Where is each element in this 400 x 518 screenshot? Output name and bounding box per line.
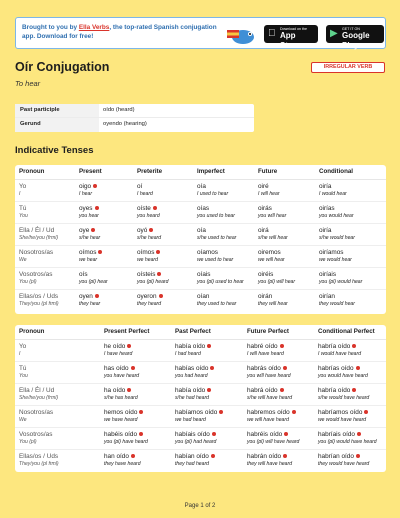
conjugation-cell (75, 180, 133, 201)
irregular-dot-icon (207, 344, 211, 348)
irregular-dot-icon (292, 410, 296, 414)
translation: s/he would have heard (318, 395, 370, 401)
conjugation: oye (79, 227, 90, 234)
irregular-dot-icon (93, 184, 97, 188)
conjugation: habrían oído (318, 453, 354, 460)
conjugation-cell (315, 202, 386, 223)
translation: we would hear (319, 257, 352, 263)
translation: you will have heard (247, 373, 291, 379)
conjugation-cell (193, 268, 254, 289)
translation: you (pl) have heard (104, 439, 148, 445)
conjugation: oíamos (197, 249, 218, 256)
conjugation: habéis oído (104, 431, 138, 438)
conjugation: has oído (104, 365, 129, 372)
translation: s/he has heard (104, 395, 138, 401)
conjugation: oiría (319, 227, 332, 234)
conjugation: habríamos oído (318, 409, 363, 416)
conjugation: oyeron (137, 293, 157, 300)
irregular-dot-icon (156, 250, 160, 254)
translation: you (pl) had heard (175, 439, 217, 445)
conjugation-cell (171, 406, 243, 427)
translation: they would have heard (318, 461, 370, 467)
table-row (15, 406, 386, 428)
conjugation: oí (137, 183, 143, 190)
conjugation-cell (75, 268, 133, 289)
irregular-dot-icon (211, 454, 215, 458)
translation: I would hear (319, 191, 347, 197)
conjugation: oía (197, 227, 206, 234)
table-row (15, 224, 386, 246)
translation: you have heard (104, 373, 140, 379)
conjugation-cell (254, 202, 315, 223)
translation: we used to hear (197, 257, 234, 263)
pronoun-cell (15, 180, 75, 201)
conjugation-cell (100, 362, 171, 383)
translation: they had heard (175, 461, 209, 467)
conjugation: habremos oído (247, 409, 290, 416)
conjugation: oísteis (137, 271, 156, 278)
column-header: Pronoun (19, 328, 45, 335)
translation: you (pl) will hear (258, 279, 296, 285)
translation: I (19, 191, 21, 197)
pronoun-cell (15, 428, 100, 449)
conjugation-cell (193, 246, 254, 267)
pronoun-cell (15, 224, 75, 245)
conjugation-cell (133, 224, 193, 245)
conjugation: habíais oído (175, 431, 210, 438)
conjugation: oímos (137, 249, 155, 256)
translation: You (pl) (19, 279, 37, 285)
conjugation: habréis oído (247, 431, 283, 438)
column-header: Past Perfect (175, 328, 211, 335)
translation: I used to hear (197, 191, 229, 197)
pronoun-cell (15, 202, 75, 223)
conjugation: había oído (175, 387, 206, 394)
column-header: Conditional Perfect (318, 328, 375, 335)
translation: they will have heard (247, 461, 293, 467)
translation: you (pl) used to hear (197, 279, 244, 285)
conjugation-cell (100, 406, 171, 427)
irregular-dot-icon (91, 228, 95, 232)
conjugation-cell (171, 450, 243, 472)
conjugation: oíste (137, 205, 151, 212)
pronoun-cell (15, 362, 100, 383)
translation: I (19, 351, 21, 357)
conjugation: oirán (258, 293, 273, 300)
simple-tenses-table (15, 165, 386, 314)
translation: We (19, 257, 27, 263)
pronoun-cell (15, 268, 75, 289)
irregular-dot-icon (357, 432, 361, 436)
conjugation: oiré (258, 183, 269, 190)
irregular-dot-icon (153, 206, 157, 210)
pronoun: Ellas/os / Uds (19, 293, 59, 300)
conjugation-cell (254, 246, 315, 267)
conjugation: habrán oído (247, 453, 282, 460)
translation: they used to hear (197, 301, 237, 307)
translation: they will hear (258, 301, 288, 307)
ella-verbs-link[interactable]: Ella Verbs (78, 24, 110, 31)
conjugation-cell (315, 180, 386, 201)
column-header: Imperfect (197, 168, 225, 175)
irregular-dot-icon (280, 388, 284, 392)
conjugation: oiríamos (319, 249, 344, 256)
translation: you (pl) hear (79, 279, 108, 285)
irregular-dot-icon (356, 454, 360, 458)
translation: You (19, 373, 28, 379)
table-row (15, 340, 386, 362)
conjugation: oían (197, 293, 210, 300)
irregular-dot-icon (131, 366, 135, 370)
conjugation: ha oído (104, 387, 126, 394)
info-value: oyendo (hearing) (103, 121, 147, 127)
conjugation-cell (254, 180, 315, 201)
conjugation-cell (75, 290, 133, 312)
conjugation: oímos (79, 249, 97, 256)
column-header: Present (79, 168, 102, 175)
irregular-dot-icon (212, 432, 216, 436)
translation: I had heard (175, 351, 201, 357)
conjugation: habrías oído (318, 365, 354, 372)
info-label: Past participle (15, 104, 99, 117)
irregular-dot-icon (131, 454, 135, 458)
irregular-dot-icon (210, 366, 214, 370)
conjugation-cell (171, 362, 243, 383)
irregular-dot-icon (356, 366, 360, 370)
conjugation-cell (315, 290, 386, 312)
table-header (15, 165, 386, 180)
translation: you would hear (319, 213, 354, 219)
table-row (15, 202, 386, 224)
conjugation-cell (100, 428, 171, 449)
translation: we would have heard (318, 417, 367, 423)
conjugation-cell (133, 202, 193, 223)
translation: you used to hear (197, 213, 235, 219)
translation: I will have heard (247, 351, 284, 357)
translation: I hear (79, 191, 93, 197)
verb-forms-table (15, 104, 254, 132)
conjugation: oyen (79, 293, 93, 300)
conjugation: oyó (137, 227, 148, 234)
translation: You (pl) (19, 439, 37, 445)
translation: we heard (137, 257, 158, 263)
pronoun: Ellas/os / Uds (19, 453, 59, 460)
conjugation-cell (314, 340, 386, 361)
irregular-dot-icon (95, 294, 99, 298)
translation: s/he heard (137, 235, 162, 241)
translation: we had heard (175, 417, 206, 423)
irregular-verb-badge: IRREGULAR VERB (311, 62, 385, 73)
section-title: Indicative Tenses (15, 145, 94, 156)
pronoun-cell (15, 290, 75, 312)
conjugation-cell (193, 180, 254, 201)
conjugation: oirías (319, 205, 335, 212)
translation: you (pl) heard (137, 279, 169, 285)
conjugation-cell (315, 268, 386, 289)
perfect-tenses-table (15, 325, 386, 472)
mascot-icon (223, 24, 259, 46)
conjugation-cell (243, 406, 314, 427)
translation: They/you (pl frml) (19, 461, 59, 467)
pronoun-cell (15, 384, 100, 405)
irregular-dot-icon (352, 388, 356, 392)
conjugation-cell (75, 202, 133, 223)
conjugation-cell (75, 246, 133, 267)
page-number: Page 1 of 2 (184, 503, 216, 509)
conjugation-cell (243, 362, 314, 383)
translation: You (19, 213, 28, 219)
translation: We (19, 417, 27, 423)
translation: s/he will hear (258, 235, 288, 241)
conjugation-cell (133, 290, 193, 312)
conjugation: oíais (197, 271, 211, 278)
conjugation: oirá (258, 227, 269, 234)
translation: She/he/you (frml) (19, 235, 59, 241)
conjugation-cell (75, 224, 133, 245)
app-store-button[interactable]: Download on the App Store (264, 25, 318, 43)
conjugation-cell (243, 428, 314, 449)
column-header: Preterite (137, 168, 163, 175)
conjugation: habían oído (175, 453, 209, 460)
irregular-dot-icon (139, 410, 143, 414)
conjugation: habíamos oído (175, 409, 218, 416)
conjugation-cell (315, 224, 386, 245)
conjugation: había oído (175, 343, 206, 350)
translation: s/he used to hear (197, 235, 237, 241)
pronoun: Ella / Él / Ud (19, 227, 55, 234)
irregular-dot-icon (364, 410, 368, 414)
promo-banner[interactable] (15, 17, 386, 49)
pronoun: Nosotros/as (19, 409, 54, 416)
conjugation: habría oído (318, 387, 351, 394)
conjugation-cell (133, 246, 193, 267)
column-header: Conditional (319, 168, 354, 175)
pronoun: Yo (19, 183, 27, 190)
conjugation-cell (243, 450, 314, 472)
irregular-dot-icon (149, 228, 153, 232)
table-row (15, 290, 386, 312)
translation: She/he/you (frml) (19, 395, 59, 401)
irregular-dot-icon (283, 366, 287, 370)
irregular-dot-icon (159, 294, 163, 298)
translation: they would hear (319, 301, 355, 307)
table-row (15, 384, 386, 406)
conjugation-cell (243, 340, 314, 361)
conjugation: oís (79, 271, 88, 278)
info-row (15, 104, 254, 118)
conjugation-cell (100, 450, 171, 472)
translation: you will hear (258, 213, 287, 219)
pronoun: Vosotros/as (19, 431, 53, 438)
translation: you (pl) would have heard (318, 439, 377, 445)
translation: we hear (79, 257, 98, 263)
conjugation-cell (314, 362, 386, 383)
translation: we will hear (258, 257, 285, 263)
translation: you had heard (175, 373, 208, 379)
play-icon: ▶ (330, 28, 338, 39)
pronoun: Ella / Él / Ud (19, 387, 55, 394)
conjugation-cell (243, 384, 314, 405)
conjugation-cell (254, 290, 315, 312)
translation: they have heard (104, 461, 141, 467)
table-row (15, 246, 386, 268)
info-value: oído (heard) (103, 107, 135, 113)
translation: s/he hear (79, 235, 101, 241)
conjugation: oigo (79, 183, 92, 190)
conjugation-cell (315, 246, 386, 267)
banner-text: Brought to you by Ella Verbs, the top-rated Spanish conjugation app. Download for free! (22, 24, 217, 40)
conjugation: oirás (258, 205, 272, 212)
column-header: Future (258, 168, 278, 175)
translation: s/he will have heard (247, 395, 293, 401)
conjugation: habrá oído (247, 387, 278, 394)
irregular-dot-icon (139, 432, 143, 436)
conjugation: habías oído (175, 365, 209, 372)
irregular-dot-icon (283, 454, 287, 458)
pronoun: Vosotros/as (19, 271, 53, 278)
translation: I heard (137, 191, 153, 197)
pronoun: Nosotros/as (19, 249, 54, 256)
table-row (15, 450, 386, 472)
pronoun-cell (15, 450, 100, 472)
conjugation-cell (254, 268, 315, 289)
conjugation: han oído (104, 453, 129, 460)
translation: they heard (137, 301, 162, 307)
info-row (15, 118, 254, 132)
conjugation-cell (193, 202, 254, 223)
irregular-dot-icon (280, 344, 284, 348)
translation: s/he would hear (319, 235, 355, 241)
conjugation: hemos oído (104, 409, 138, 416)
translation: you heard (137, 213, 160, 219)
conjugation: oyes (79, 205, 93, 212)
google-play-button[interactable]: ▶ GET IT ON Google Play (326, 25, 384, 43)
irregular-dot-icon (127, 344, 131, 348)
conjugation-cell (254, 224, 315, 245)
conjugation-cell (314, 450, 386, 472)
translation: you (pl) would hear (319, 279, 363, 285)
pronoun-cell (15, 340, 100, 361)
conjugation: oía (197, 183, 206, 190)
pronoun: Tú (19, 365, 27, 372)
conjugation: oirían (319, 293, 335, 300)
translation: s/he had heard (175, 395, 209, 401)
translation: we will have heard (247, 417, 289, 423)
irregular-dot-icon (352, 344, 356, 348)
info-label: Gerund (15, 118, 99, 132)
irregular-dot-icon (95, 206, 99, 210)
conjugation-cell (133, 268, 193, 289)
translation: you would have heard (318, 373, 368, 379)
conjugation: oiríais (319, 271, 337, 278)
translation: They/you (pl frml) (19, 301, 59, 307)
page-title: Oír Conjugation (15, 60, 110, 74)
apple-icon (268, 28, 276, 40)
table-row (15, 180, 386, 202)
table-row (15, 362, 386, 384)
pronoun: Tú (19, 205, 27, 212)
irregular-dot-icon (207, 388, 211, 392)
pronoun: Yo (19, 343, 27, 350)
column-header: Future Perfect (247, 328, 289, 335)
table-row (15, 268, 386, 290)
conjugation: oías (197, 205, 210, 212)
irregular-dot-icon (127, 388, 131, 392)
conjugation: he oído (104, 343, 126, 350)
conjugation-cell (100, 384, 171, 405)
conjugation-cell (171, 428, 243, 449)
conjugation-cell (314, 406, 386, 427)
conjugation: habrás oído (247, 365, 281, 372)
translation: I would have heard (318, 351, 362, 357)
pronoun-cell (15, 406, 100, 427)
conjugation-cell (193, 290, 254, 312)
translation: I have heard (104, 351, 133, 357)
conjugation-cell (171, 340, 243, 361)
column-header: Present Perfect (104, 328, 150, 335)
column-header: Pronoun (19, 168, 45, 175)
conjugation: oiría (319, 183, 332, 190)
irregular-dot-icon (219, 410, 223, 414)
translation: I will hear (258, 191, 280, 197)
table-header (15, 325, 386, 340)
translation: you (pl) will have heard (247, 439, 300, 445)
conjugation-cell (171, 384, 243, 405)
irregular-dot-icon (284, 432, 288, 436)
translation: they hear (79, 301, 101, 307)
translation: we have heard (104, 417, 138, 423)
conjugation: habría oído (318, 343, 351, 350)
conjugation-cell (314, 384, 386, 405)
conjugation: habré oído (247, 343, 278, 350)
conjugation: oiremos (258, 249, 281, 256)
conjugation-cell (193, 224, 254, 245)
conjugation: oiréis (258, 271, 274, 278)
irregular-dot-icon (98, 250, 102, 254)
pronoun-cell (15, 246, 75, 267)
conjugation: habríais oído (318, 431, 355, 438)
conjugation-cell (133, 180, 193, 201)
conjugation-cell (314, 428, 386, 449)
irregular-dot-icon (157, 272, 161, 276)
table-row (15, 428, 386, 450)
conjugation-cell (100, 340, 171, 361)
translation: you hear (79, 213, 99, 219)
page-subtitle: To hear (15, 79, 41, 88)
